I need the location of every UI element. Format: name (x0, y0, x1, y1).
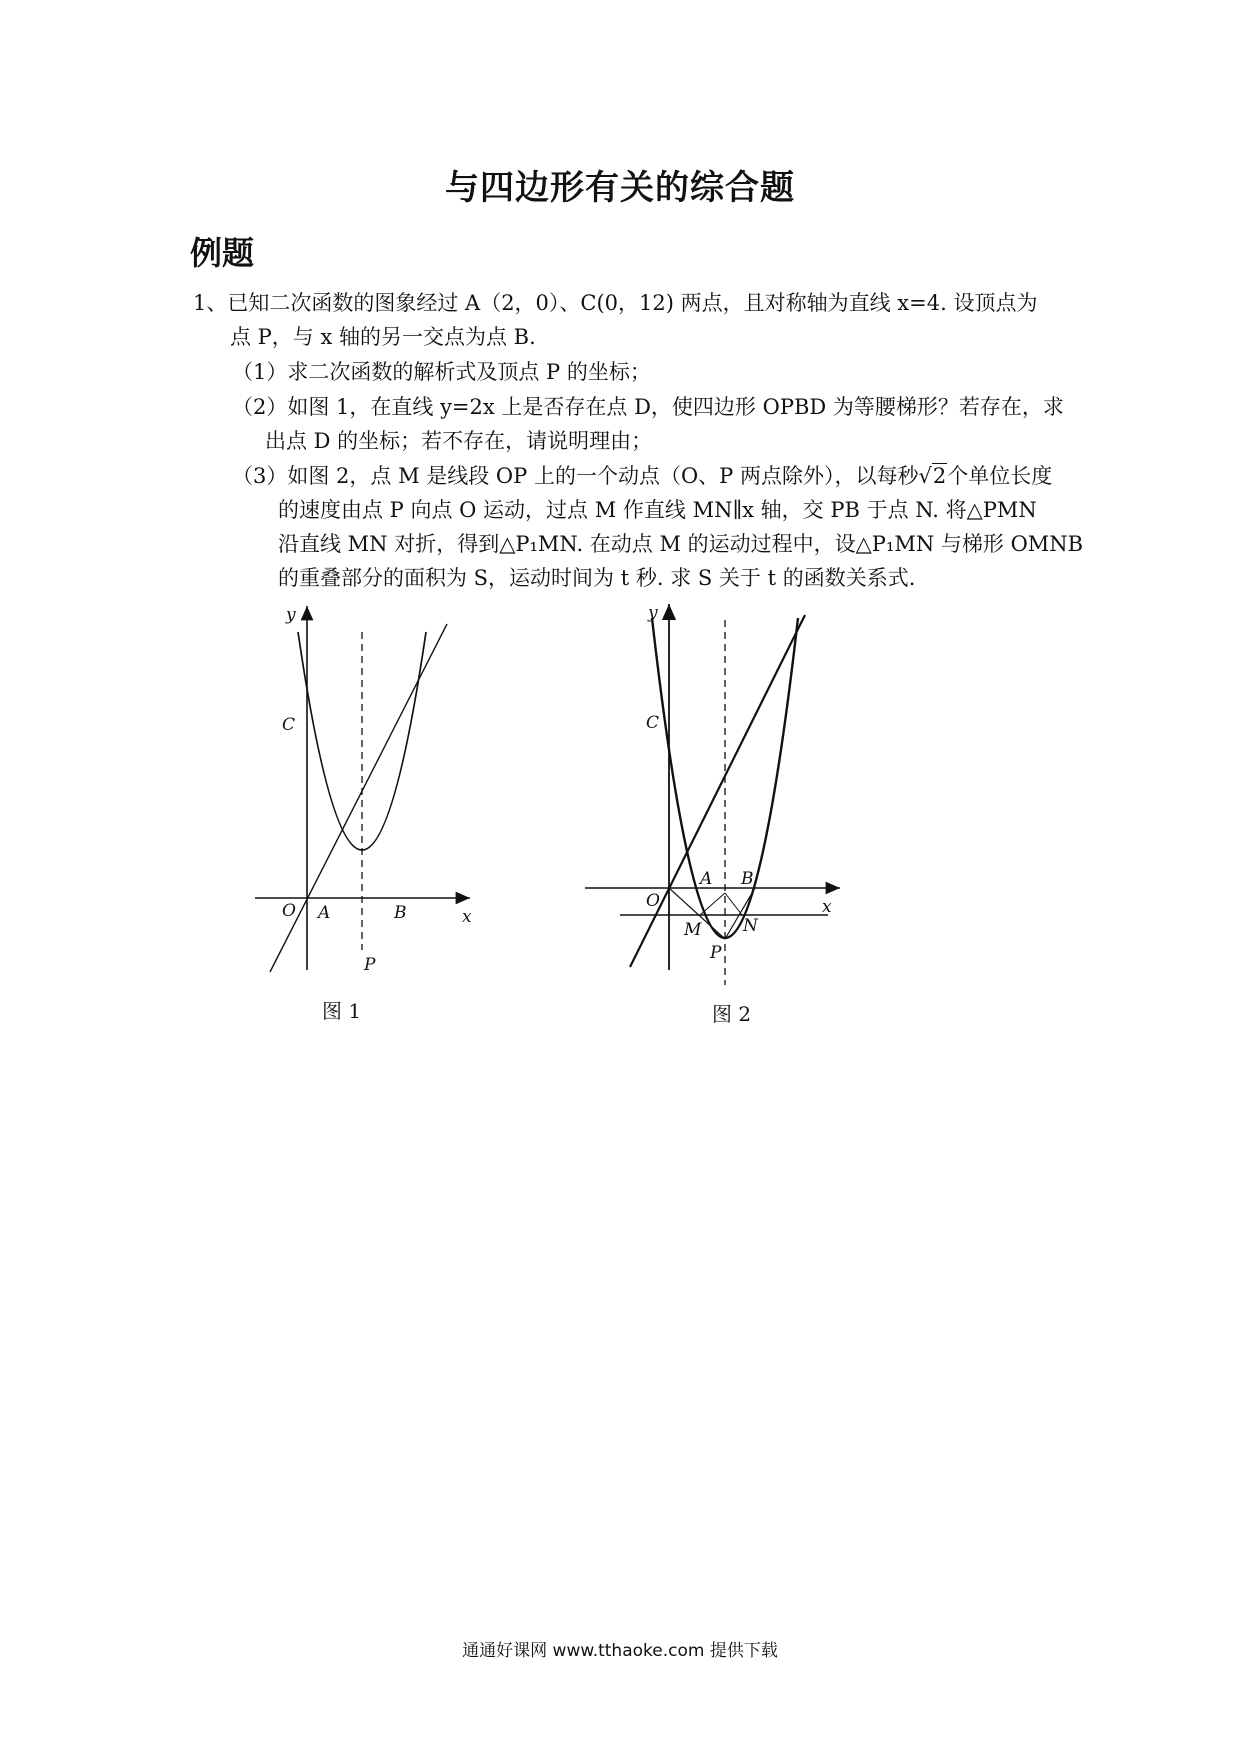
fig2-label-C: C (646, 713, 660, 733)
fig2-label-N: N (743, 916, 758, 936)
figure-1-caption: 图 1 (322, 999, 362, 1023)
fig2-segment-P1M (700, 893, 725, 915)
problem-part-3-pre: （3）如图 2，点 M 是线段 OP 上的一个动点（O、P 两点除外），以每秒 (232, 464, 919, 488)
problem-part-3-cont-2: 沿直线 MN 对折，得到△P₁MN. 在动点 M 的运动过程中，设△P₁MN 与梯形 OMNB (278, 532, 1084, 556)
fig2-label-P: P (710, 943, 722, 963)
fig1-label-C: C (282, 715, 296, 735)
fig1-label-B: B (394, 903, 407, 923)
problem-part-3-post: 个单位长度 (947, 464, 1053, 488)
problem-part-3-cont-3: 的重叠部分的面积为 S，运动时间为 t 秒. 求 S 关于 t 的函数关系式. (278, 566, 916, 590)
figure-2-caption: 图 2 (712, 1002, 752, 1026)
fig2-label-x: x (822, 897, 832, 917)
fig2-segment-P1N (725, 893, 742, 915)
fig2-line-y2x (630, 615, 805, 967)
fig2-label-M: M (684, 920, 702, 940)
problem-part-3-cont-1: 的速度由点 P 向点 O 运动，过点 M 作直线 MN∥x 轴，交 PB 于点 N. 将△PMN (278, 498, 1037, 522)
problem-line-1: 1、已知二次函数的图象经过 A（2，0）、C(0，12) 两点，且对称轴为直线 x=4. 设顶点为 (193, 291, 1038, 315)
problem-line-2: 点 P，与 x 轴的另一交点为点 B. (230, 325, 536, 349)
problem-part-1: （1）求二次函数的解析式及顶点 P 的坐标； (232, 360, 651, 384)
fig1-label-O: O (282, 901, 296, 921)
fig2-label-B: B (741, 869, 754, 889)
fig2-label-y: y (648, 603, 658, 623)
fig1-label-x: x (462, 907, 472, 927)
problem-part-2-cont: 出点 D 的坐标；若不存在，请说明理由； (265, 429, 653, 453)
fig2-label-O: O (646, 891, 660, 911)
footer-source: 通通好课网 www.tthaoke.com 提供下载 (462, 1641, 778, 1661)
fig1-label-P: P (364, 955, 376, 975)
fig1-label-A: A (318, 903, 331, 923)
page-title: 与四边形有关的综合题 (445, 168, 795, 208)
fig1-label-y: y (286, 605, 296, 625)
problem-part-2: （2）如图 1，在直线 y=2x 上是否存在点 D，使四边形 OPBD 为等腰梯形？若存在，求 (232, 395, 1064, 419)
fig2-label-A: A (700, 869, 713, 889)
sqrt-radicand: 2 (932, 464, 947, 488)
sqrt-symbol: √ (918, 464, 932, 488)
section-heading: 例题 (190, 234, 255, 272)
